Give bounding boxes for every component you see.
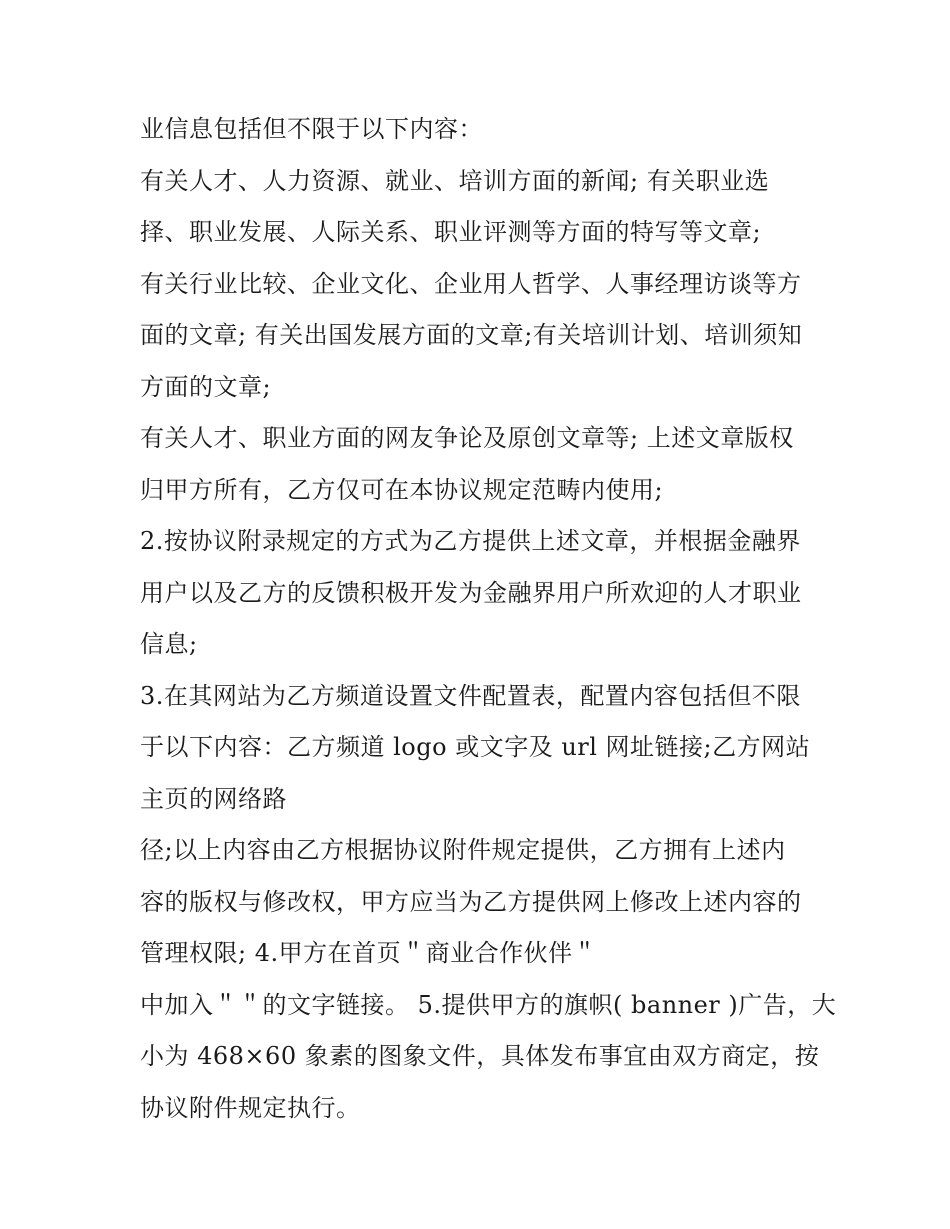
text-line: 主页的网络路 [140, 784, 287, 813]
document-body [140, 104, 837, 1134]
text-line: 容的版权与修改权，甲方应当为乙方提供网上修改上述内容的 [140, 887, 802, 916]
text-line: 有关人才、人力资源、就业、培训方面的新闻; 有关职业选 [140, 166, 770, 195]
text-line: 方面的文章; [140, 372, 272, 401]
text-line: 有关行业比较、企业文化、企业用人哲学、人事经理访谈等方 [140, 269, 802, 298]
text-line: 协议附件规定执行。 [140, 1093, 361, 1122]
text-line: 有关人才、职业方面的网友争论及原创文章等; 上述文章版权 [140, 424, 794, 452]
text-line: 2.按协议附录规定的方式为乙方提供上述文章，并根据金融界 [140, 527, 801, 555]
text-line: 小为 468×60 象素的图象文件，具体发布事宜由双方商定，按 [140, 1042, 820, 1070]
text-line: 择、职业发展、人际关系、职业评测等方面的特写等文章; [140, 218, 762, 246]
text-line: 业信息包括但不限于以下内容： [140, 115, 483, 143]
text-line: 径;以上内容由乙方根据协议附件规定提供，乙方拥有上述内 [140, 836, 786, 864]
text-line: 信息; [140, 630, 198, 658]
text-line: 管理权限; 4.甲方在首页＂商业合作伙伴＂ [140, 939, 598, 967]
text-line: 面的文章; 有关出国发展方面的文章;有关培训计划、培训须知 [140, 321, 803, 349]
text-line: 3.在其网站为乙方频道设置文件配置表，配置内容包括但不限 [140, 681, 801, 710]
text-line: 归甲方所有，乙方仅可在本协议规定范畴内使用; [140, 475, 664, 504]
text-line: 于以下内容：乙方频道 logo 或文字及 url 网址链接;乙方网站 [140, 733, 811, 761]
text-line: 中加入＂＂的文字链接。 5.提供甲方的旗帜( banner )广告，大 [140, 990, 837, 1019]
text-line: 用户以及乙方的反馈积极开发为金融界用户所欢迎的人才职业 [140, 578, 802, 607]
